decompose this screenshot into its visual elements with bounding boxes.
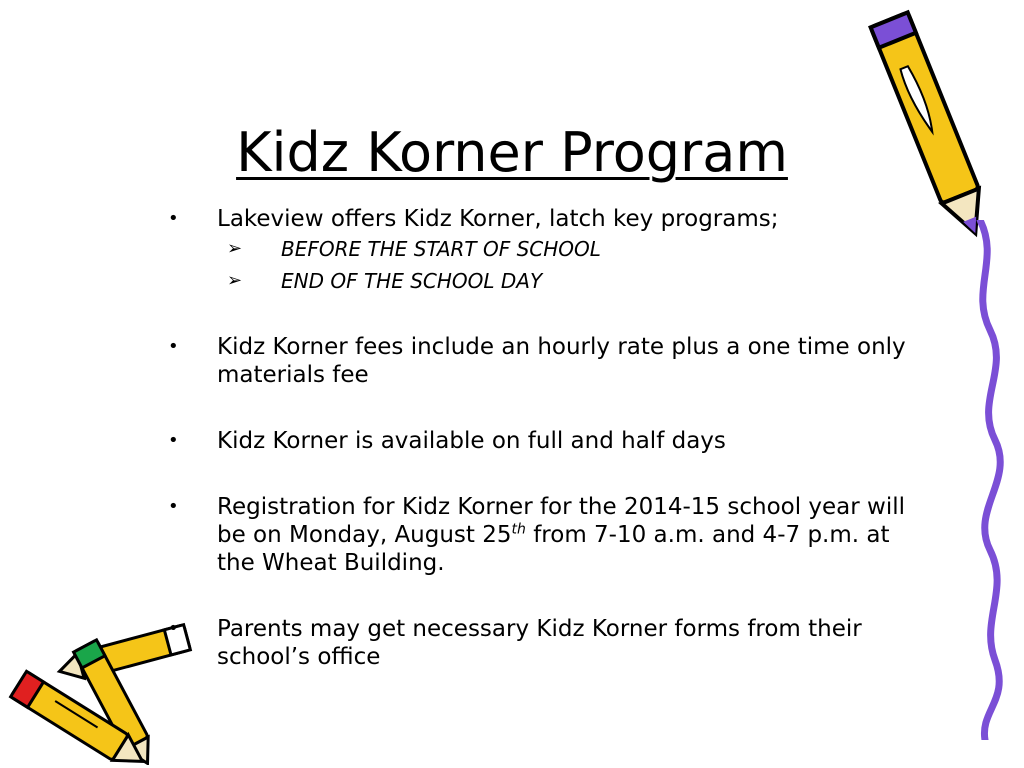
sub-list-item (160, 233, 920, 265)
squiggle-line-icon (960, 220, 1020, 740)
arrow-marker: ➢ (227, 270, 243, 291)
bullet-text: Registration for Kidz Korner for the 2014-15 school year will be on Monday, August 25 (217, 494, 906, 548)
arrow-marker: ➢ (227, 238, 243, 259)
bullet-text: Lakeview offers Kidz Korner, latch key programs; (217, 206, 779, 232)
list-item (160, 427, 920, 455)
bullet-text: Kidz Korner is available on full and half days (217, 428, 726, 454)
bullet-marker: • (168, 208, 179, 229)
list-item (160, 205, 920, 233)
sub-item-text: BEFORE THE START OF SCHOOL (281, 237, 601, 261)
sub-list-item (160, 265, 920, 297)
bullet-text: Kidz Korner fees include an hourly rate plus a one time only materials fee (217, 334, 906, 388)
sub-item-text: END OF THE SCHOOL DAY (281, 269, 543, 293)
page-title-text: Kidz Korner Program (236, 121, 788, 184)
bullet-text-cont: from 7-10 a.m. and 4-7 p.m. at the Wheat Building. (217, 522, 890, 576)
list-item (160, 615, 920, 671)
bullet-marker: • (168, 618, 179, 639)
bullet-marker: • (168, 430, 179, 451)
bullet-text: Parents may get necessary Kidz Korner forms from their school’s office (217, 616, 862, 670)
bullet-list (160, 205, 920, 671)
page-title (0, 118, 1024, 188)
list-item (160, 493, 920, 577)
bullet-marker: • (168, 496, 179, 517)
list-item (160, 333, 920, 389)
bullet-marker: • (168, 336, 179, 357)
superscript: th (511, 521, 526, 538)
